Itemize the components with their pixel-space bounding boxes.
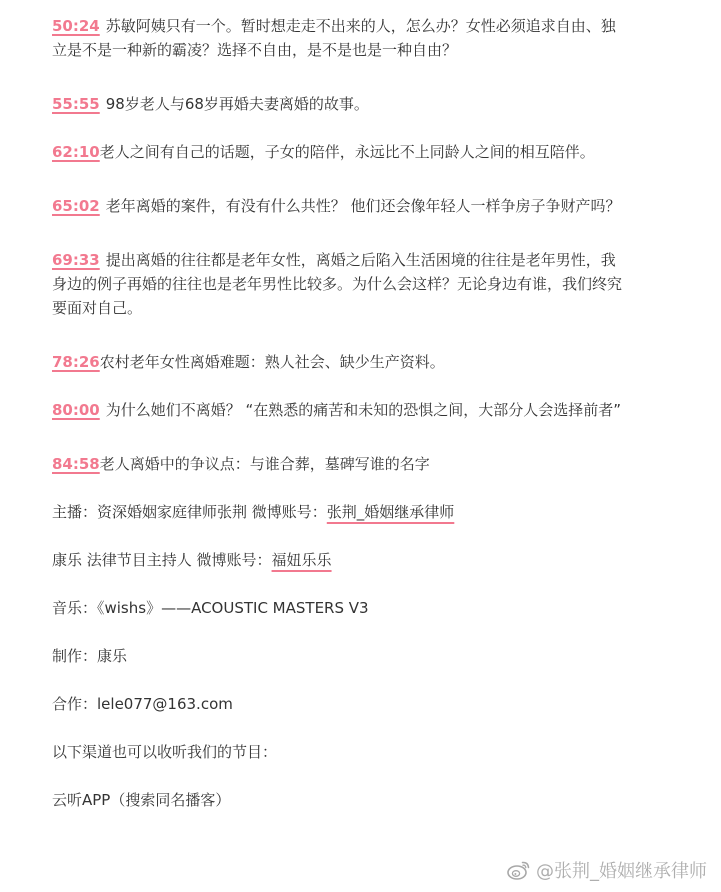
cohost-weibo-link[interactable]: 福妞乐乐: [271, 551, 332, 569]
timestamp-link[interactable]: 69:33: [52, 251, 100, 269]
episode-item: [52, 194, 622, 218]
watermark-text: @张荆_婚姻继承律师: [536, 861, 707, 882]
timestamp-link[interactable]: 65:02: [52, 197, 100, 215]
episode-item: [52, 452, 622, 476]
episode-text: 苏敏阿姨只有一个。暂时想走走不出来的人，怎么办？女性必须追求自由、独立是不是一种新的霸凌？选择不自由，是不是也是一种自由？: [52, 17, 616, 59]
weibo-watermark: [506, 856, 707, 884]
episode-text: 老人离婚中的争议点：与谁合葬，墓碑写谁的名字: [99, 455, 430, 473]
cohost-label: 康乐 法律节目主持人 微博账号：: [52, 551, 272, 569]
timestamp-link[interactable]: 55:55: [52, 95, 100, 113]
episode-text: 提出离婚的往往都是老年女性，离婚之后陷入生活困境的往往是老年男性，我身边的例子再婚的往往也是老年男性比较多。为什么会这样？无论身边有谁，我们终究要面对自己。: [52, 251, 623, 317]
episode-item: [52, 350, 622, 374]
producer-credit: 制作：康乐: [52, 647, 128, 665]
timestamp-link[interactable]: 50:24: [52, 17, 100, 35]
episode-text: 98岁老人与68岁再婚夫妻离婚的故事。: [105, 95, 369, 113]
host-credit: [52, 500, 622, 524]
timestamp-link[interactable]: 78:26: [52, 353, 100, 371]
contact-email: 合作：lele077@163.com: [52, 695, 233, 713]
timestamp-link[interactable]: 84:58: [52, 455, 100, 473]
timestamp-link[interactable]: 80:00: [52, 401, 100, 419]
episode-item: [52, 14, 622, 62]
episode-item: [52, 92, 622, 116]
channel-item: 云听APP（搜索同名播客）: [52, 791, 231, 809]
cohost-credit: [52, 548, 622, 572]
episode-text: 老年离婚的案件，有没有什么共性？ 他们还会像年轻人一样争房子争财产吗？: [105, 197, 621, 215]
host-label: 主播：资深婚姻家庭律师张荆 微博账号：: [52, 503, 327, 521]
episode-text: 为什么她们不离婚？ “在熟悉的痛苦和未知的恐惧之间，大部分人会选择前者”: [105, 401, 622, 419]
episode-item: [52, 398, 622, 422]
music-credit: 音乐：《wishs》——ACOUSTIC MASTERS V3: [52, 599, 369, 617]
timestamp-link[interactable]: 62:10: [52, 143, 100, 161]
channels-intro: 以下渠道也可以收听我们的节目：: [52, 743, 278, 761]
weibo-logo-icon: [506, 859, 532, 881]
post-content: [52, 10, 622, 812]
host-weibo-link[interactable]: 张荆_婚姻继承律师: [326, 503, 455, 521]
episode-text: 老人之间有自己的话题，子女的陪伴，永远比不上同龄人之间的相互陪伴。: [99, 143, 595, 161]
episode-item: [52, 248, 622, 320]
episode-item: [52, 140, 622, 164]
episode-text: 农村老年女性离婚难题：熟人社会、缺少生产资料。: [99, 353, 445, 371]
